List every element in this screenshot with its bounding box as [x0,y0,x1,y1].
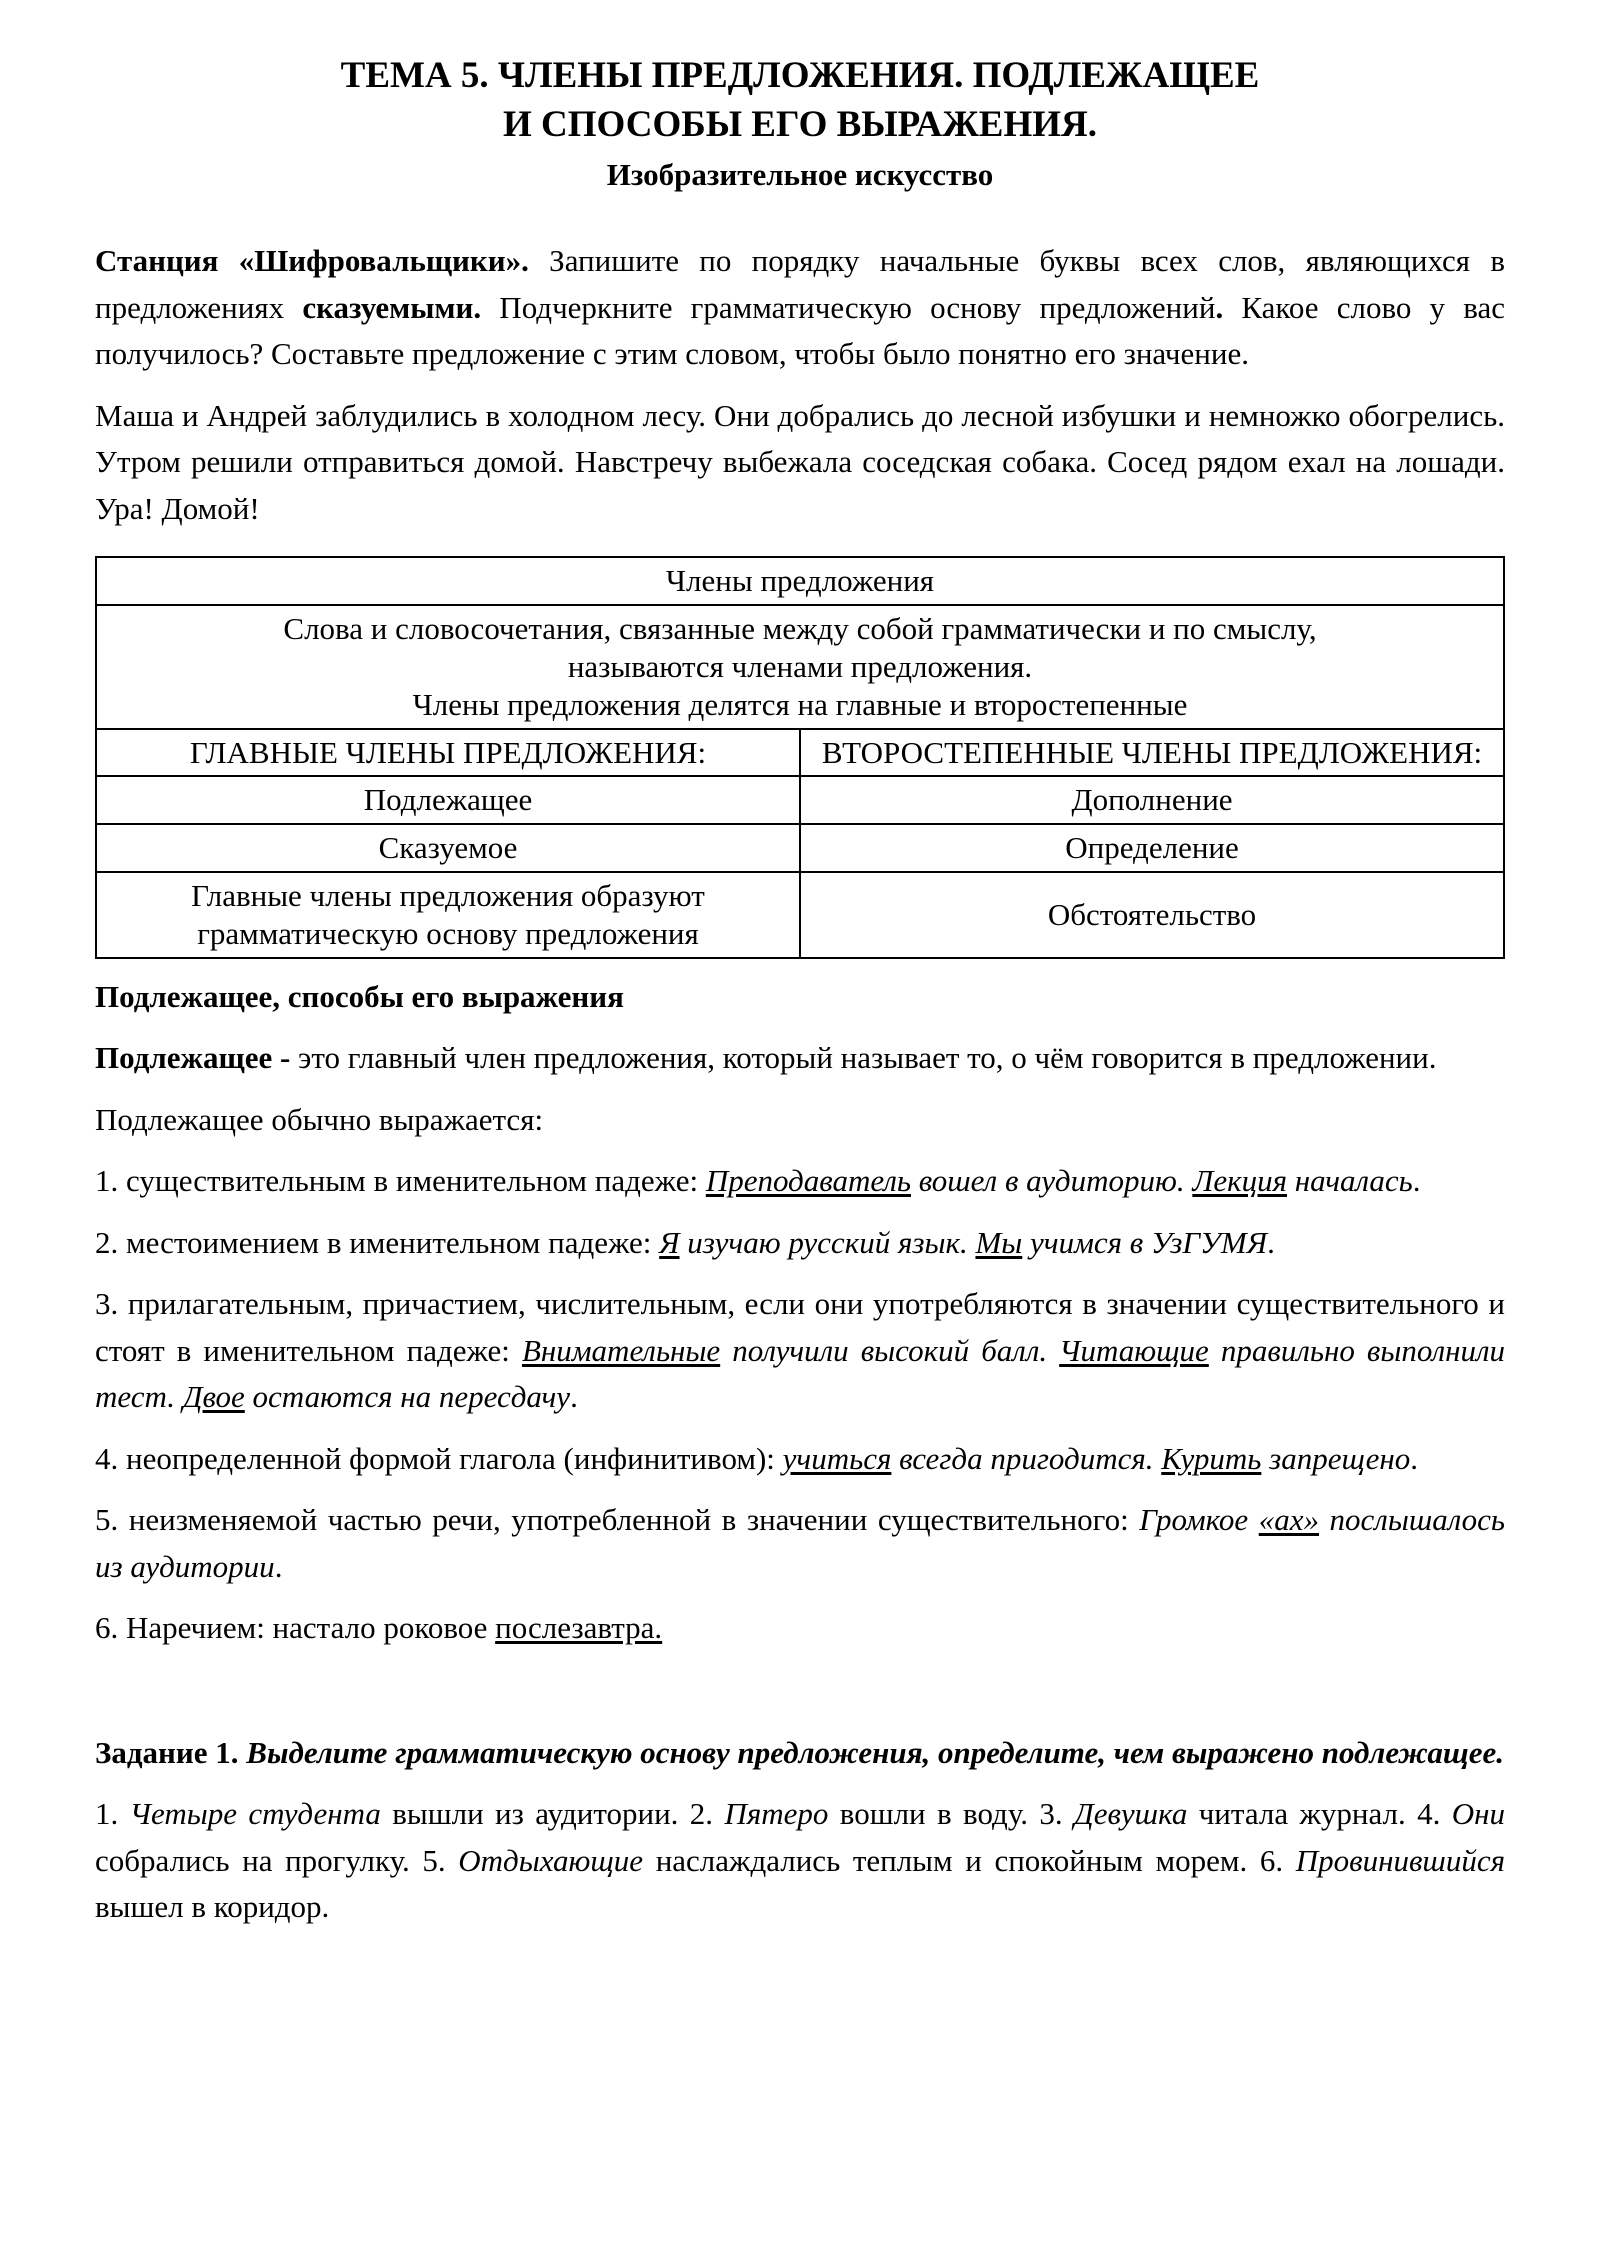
story-paragraph: Маша и Андрей заблудились в холодном лесу. Они добрались до лесной избушки и немножко обогрелись. Утром решили отправиться домой. Навстречу выбежала соседская собака. Сосед рядом ехал на лошади. Ура! Домой! [95,397,1505,526]
sentence-members-table [95,556,1505,958]
table-row [96,872,1504,958]
task-1-heading: Задание 1. Выделите грамматическую основу предложения, определите, чем выражено подлежащее. [95,1734,1505,1770]
page-subtitle: Изобразительное искусство [606,156,994,192]
secondary-members-header-cell: ВТОРОСТЕПЕННЫЕ ЧЛЕНЫ ПРЕДЛОЖЕНИЯ: [800,729,1504,777]
table-definition-line1: Слова и словосочетания, связанные между собой грамматически и по смыслу, [283,611,1317,647]
expression-item-4: 4. неопределенной формой глагола (инфинитивом): учиться всегда пригодится. Курить запрещено. [95,1440,1419,1476]
page-title [95,52,1505,150]
subject-definition-paragraph: Подлежащее - это главный член предложения, который называет то, о чём говорится в предложении. [95,1040,1437,1076]
object-cell: Дополнение [800,776,1504,824]
attribute-cell: Определение [800,824,1504,872]
station-task-paragraph: Станция «Шифровальщики». Запишите по порядку начальные буквы всех слов, являющихся в предложениях сказуемыми. Подчеркните грамматическую основу предложений. Какое слово у вас получилось? Составьте предложение с этим словом, чтобы было понятно его значение. [95,243,1505,372]
predicate-cell: Сказуемое [96,824,800,872]
section-heading: Подлежащее, способы его выражения [95,978,624,1014]
table-title-row [96,557,1504,605]
table-definition-row [96,605,1504,728]
expression-item-2: 2. местоимением в именительном падеже: Я изучаю русский язык. Мы учимся в УзГУМЯ. [95,1224,1275,1260]
table-definition-cell [96,605,1504,728]
table-row [96,776,1504,824]
expression-item-5: 5. неизменяемой частью речи, употребленной в значении существительного: Громкое «ах» послышалось из аудитории. [95,1502,1505,1584]
page-title-line1: ТЕМА 5. ЧЛЕНЫ ПРЕДЛОЖЕНИЯ. ПОДЛЕЖАЩЕЕ [340,55,1260,96]
table-definition-line3: Члены предложения делятся на главные и второстепенные [412,686,1188,722]
task-1-sentences: 1. Четыре студента вышли из аудитории. 2. Пятеро вошли в воду. 3. Девушка читала журнал. 4. Они собрались на прогулку. 5. Отдыхающие наслаждались теплым и спокойным морем. 6. Провинившийся вышел в коридор. [95,1796,1506,1925]
main-members-header-cell: ГЛАВНЫЕ ЧЛЕНЫ ПРЕДЛОЖЕНИЯ: [96,729,800,777]
adverbial-cell: Обстоятельство [800,872,1504,958]
table-definition-line2: называются членами предложения. [567,649,1033,685]
expression-item-1: 1. существительным в именительном падеже: Преподаватель вошел в аудиторию. Лекция началась. [95,1163,1421,1199]
table-row [96,824,1504,872]
table-header-row [96,729,1504,777]
grammatical-basis-cell: Главные члены предложения образуют грамматическую основу предложения [96,872,800,958]
expression-item-6: 6. Наречием: настало роковое послезавтра. [95,1610,663,1646]
page-title-line2: И СПОСОБЫ ЕГО ВЫРАЖЕНИЯ. [502,103,1098,145]
lead-in-paragraph: Подлежащее обычно выражается: [95,1101,544,1137]
expression-item-3: 3. прилагательным, причастием, числительным, если они употребляются в значении существительного и стоят в именительном падеже: Внимательные получили высокий балл. Читающие правильно выполнили тест. Двое остаются на пересдачу. [95,1286,1505,1415]
table-title-cell: Члены предложения [96,557,1504,605]
subject-cell: Подлежащее [96,776,800,824]
